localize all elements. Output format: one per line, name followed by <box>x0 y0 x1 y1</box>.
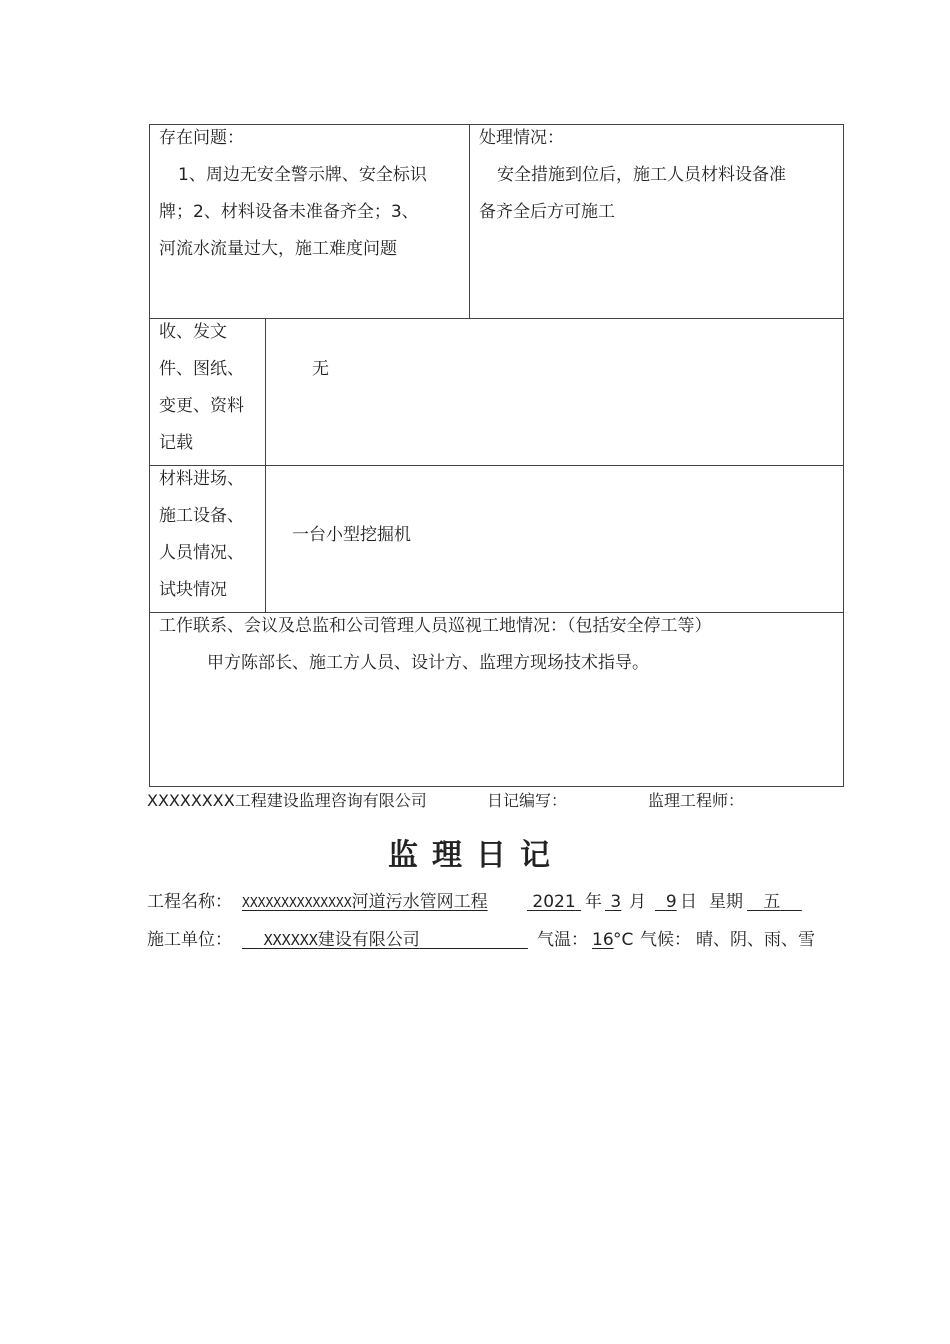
contractor-label: 施工单位： <box>147 930 232 950</box>
row-divider <box>149 318 843 319</box>
documents-label-line: 记载 <box>159 433 193 453</box>
weekday: 五 <box>763 892 781 912</box>
documents-value: 无 <box>312 359 329 379</box>
weekday-value <box>747 884 802 921</box>
issues-line: 牌；2、材料设备未准备齐全；3、 <box>159 202 419 222</box>
materials-label-line: 材料进场、 <box>159 469 244 489</box>
weather-options: 晴、阴、雨、雪 <box>696 930 815 950</box>
month: 3 <box>610 892 622 912</box>
temp-value: 16 <box>592 930 614 950</box>
handling-line: 安全措施到位后，施工人员材料设备准 <box>497 165 786 185</box>
month-unit: 月 <box>629 892 646 912</box>
weekday-label: 星期 <box>709 892 743 912</box>
row-divider <box>149 465 843 466</box>
year-unit: 年 <box>585 892 602 912</box>
documents-label-line: 收、发文 <box>159 322 227 342</box>
meetings-label: 工作联系、会议及总监和公司管理人员巡视工地情况：（包括安全停工等） <box>159 616 712 636</box>
column-divider <box>469 124 470 318</box>
contractor-title: 建设有限公司 <box>317 930 420 950</box>
issues-line: 1、周边无安全警示牌、安全标识 <box>178 165 427 185</box>
materials-label-line: 人员情况、 <box>159 543 244 563</box>
materials-label-line: 施工设备、 <box>159 506 244 526</box>
issues-label: 存在问题： <box>159 128 244 148</box>
issues-line: 河流水流量过大，施工难度问题 <box>159 239 397 259</box>
day-value <box>655 884 677 921</box>
diary-writer-label: 日记编写： <box>487 791 568 810</box>
meetings-value: 甲方陈部长、施工方人员、设计方、监理方现场技术指导。 <box>207 653 649 673</box>
documents-label-line: 件、图纸、 <box>159 359 244 379</box>
project-placeholder: XXXXXXXXXXXXXX <box>242 896 352 911</box>
column-divider <box>265 318 266 612</box>
materials-value: 一台小型挖掘机 <box>292 525 411 545</box>
contractor-name <box>242 922 528 959</box>
temp-label: 气温： <box>537 930 588 950</box>
page-title: 监理日记 <box>388 838 564 873</box>
day: 9 <box>665 892 677 912</box>
engineer-label: 监理工程师： <box>648 791 745 810</box>
weather-label: 气候： <box>640 930 691 950</box>
month-value <box>605 884 621 921</box>
year-value <box>527 884 581 921</box>
project-title: 河道污水管网工程 <box>351 892 488 912</box>
handling-label: 处理情况： <box>479 128 564 148</box>
temp-unit: °C <box>613 930 634 950</box>
company-name: XXXXXXXX工程建设监理咨询有限公司 <box>147 791 427 810</box>
project-label: 工程名称： <box>147 892 232 912</box>
day-unit: 日 <box>680 892 697 912</box>
materials-label-line: 试块情况 <box>159 580 227 600</box>
documents-label-line: 变更、资料 <box>159 396 244 416</box>
year: 2021 <box>532 892 576 912</box>
contractor-placeholder: XXXXXX <box>263 931 318 949</box>
handling-line: 备齐全后方可施工 <box>479 202 615 222</box>
project-name <box>242 884 488 922</box>
